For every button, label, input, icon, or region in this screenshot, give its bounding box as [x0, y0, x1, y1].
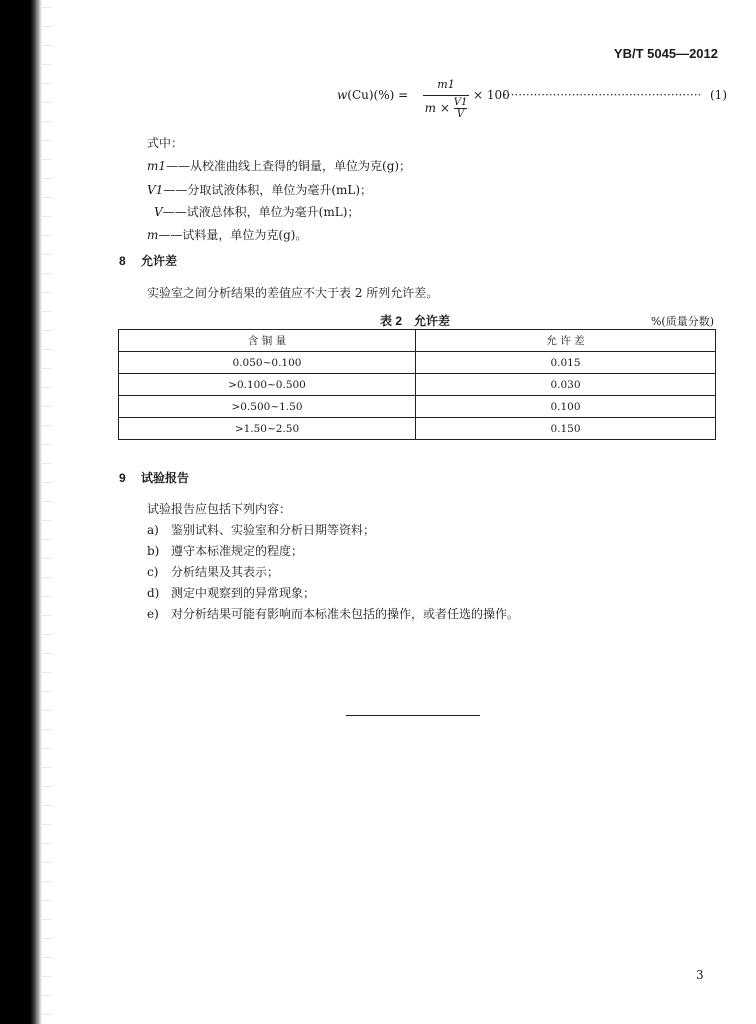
- section-9-heading: 9 试验报告: [119, 471, 190, 485]
- table-row: >1.50~2.50 0.150: [119, 418, 716, 440]
- list-item: b) 遵守本标准规定的程度；: [147, 544, 304, 558]
- tolerance-table: [118, 329, 716, 440]
- var-def-v1: V1——分取试液体积，单位为毫升(mL)；: [147, 183, 373, 197]
- standard-number: YB/T 5045—2012: [613, 46, 718, 61]
- table-header-row: [119, 330, 716, 352]
- table-2-unit: %(质量分数): [650, 315, 714, 328]
- section-8-text: 实验室之间分析结果的差值应不大于表 2 所列允许差。: [147, 286, 439, 300]
- formula-lhs: w(Cu)(%) =: [337, 88, 409, 102]
- table-row: >0.100~0.500 0.030: [119, 374, 716, 396]
- scan-edge: [0, 0, 42, 1024]
- header-copper-content: 含 铜 量: [119, 330, 416, 352]
- list-item: a) 鉴别试料、实验室和分析日期等资料；: [147, 523, 376, 537]
- var-def-v: V——试液总体积，单位为毫升(mL)；: [154, 205, 360, 219]
- formula-denominator: $m \times \frac{V1}{V}$: [424, 97, 468, 120]
- list-item: d) 测定中观察到的异常现象；: [147, 586, 316, 600]
- section-8-heading: 8 允许差: [119, 254, 178, 268]
- var-def-m1: m1——从校准曲线上查得的铜量，单位为克(g)；: [147, 159, 412, 173]
- formula-numerator: m1: [437, 78, 455, 91]
- list-item: c) 分析结果及其表示；: [147, 565, 280, 579]
- page-number: 3: [696, 968, 704, 982]
- formula-fraction: [423, 78, 469, 126]
- table-row: 0.050~0.100 0.015: [119, 352, 716, 374]
- formula-1: [337, 78, 727, 128]
- header-tolerance: 允 许 差: [416, 330, 716, 352]
- list-item: e) 对分析结果可能有影响而本标准未包括的操作，或者任选的操作。: [147, 607, 520, 621]
- section-9-intro: 试验报告应包括下列内容：: [147, 502, 292, 516]
- table-2-caption: 表 2 允许差: [380, 314, 451, 328]
- end-rule: [346, 715, 480, 716]
- formula-leader-dots: ····················································: [503, 88, 702, 102]
- var-def-m: m——试料量，单位为克(g)。: [147, 228, 308, 242]
- where-label: 式中：: [147, 136, 184, 150]
- nested-fraction: $\frac{V1}{V}$: [453, 97, 468, 120]
- equation-number: (1): [710, 88, 727, 102]
- table-row: >0.500~1.50 0.100: [119, 396, 716, 418]
- scan-speckle: [42, 0, 52, 1024]
- formula-times-100: × 100: [473, 88, 510, 102]
- fraction-bar: [423, 95, 469, 96]
